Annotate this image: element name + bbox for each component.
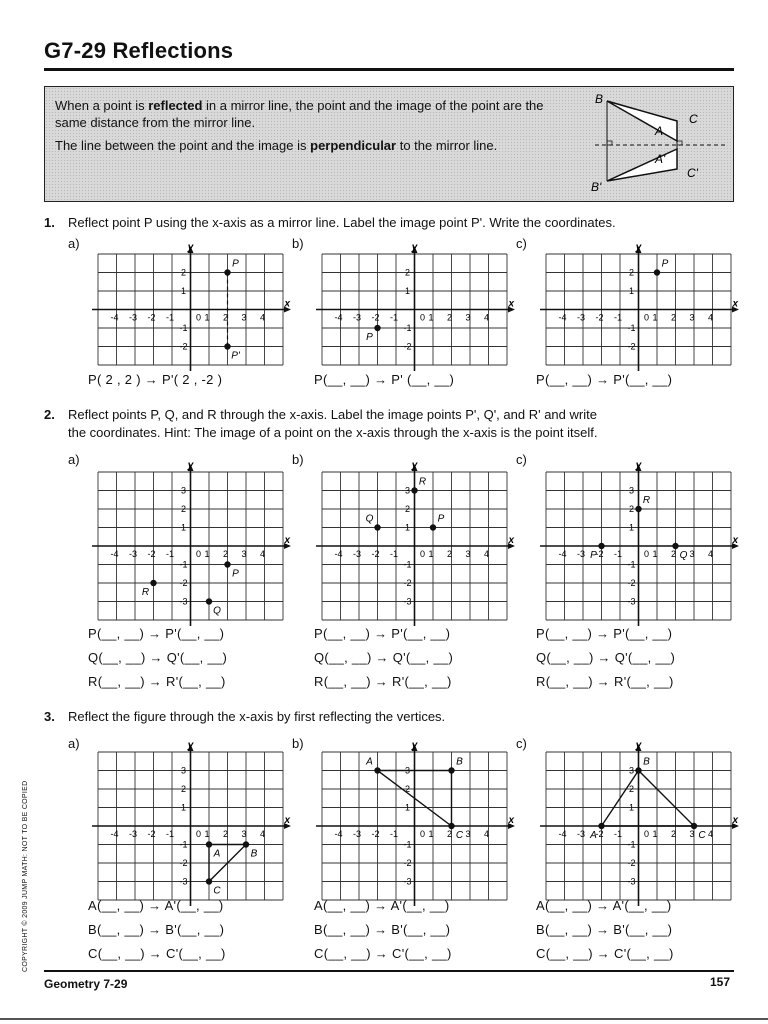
x-tick-label: -1 (613, 312, 623, 323)
origin-label: 0 (419, 312, 426, 323)
x-axis-label: x (284, 815, 290, 826)
point-r (150, 580, 156, 586)
info-line-1-pre: When a point is (55, 98, 149, 113)
point-q (672, 543, 678, 549)
y-axis-label: y (411, 244, 418, 253)
x-tick-label: -1 (613, 829, 623, 839)
x-tick-label: -1 (389, 549, 399, 559)
y-tick-label: 3 (404, 765, 411, 776)
point-label: Q (213, 605, 221, 617)
graph-1b (312, 244, 517, 375)
y-tick-label: 3 (404, 485, 411, 496)
right-angle-mark-1 (607, 141, 612, 145)
x-tick-label: 2 (446, 312, 453, 323)
x-tick-label: -4 (334, 549, 343, 559)
y-tick-label: -2 (179, 858, 188, 868)
x-tick-label: -1 (165, 549, 175, 559)
graph-3c (536, 742, 741, 910)
point-label: C (455, 830, 464, 841)
answer-3b-b[interactable]: B(__, __) → B'(__, __) (314, 922, 451, 937)
answer-2a-r[interactable]: R(__, __) → R'(__, __) (88, 674, 226, 689)
graph-2c (536, 462, 741, 630)
graph-3a (88, 742, 293, 910)
diagram-label-c-prime: C' (687, 166, 698, 180)
x-tick-label: -1 (613, 549, 623, 559)
x-tick-label: -1 (389, 829, 399, 839)
question-1-text: Reflect point P using the x-axis as a mirror line. Label the image point P'. Write the coordinates. (68, 215, 616, 230)
info-line-1 (55, 97, 575, 131)
y-tick-label: -1 (627, 839, 636, 850)
y-tick-label: -1 (403, 559, 412, 570)
x-tick-label: -2 (595, 829, 604, 839)
answer-2a-p[interactable]: P(__, __) → P'(__, __) (88, 626, 225, 641)
x-tick-label: 1 (204, 549, 210, 559)
x-tick-label: 2 (670, 312, 677, 323)
point-c (691, 823, 697, 829)
y-tick-label: 3 (180, 485, 187, 496)
q1-sublabel-b: b) (292, 236, 304, 251)
point-label: R (642, 495, 651, 506)
point-label: B (456, 756, 463, 768)
question-2-line-2: the coordinates. Hint: The image of a point on the x-axis through the x-axis is the point itself. (68, 425, 598, 440)
y-axis-label: y (635, 742, 642, 751)
point-label: C (698, 830, 706, 841)
x-tick-label: 4 (707, 312, 714, 323)
y-tick-label: -2 (179, 341, 188, 352)
x-tick-label: 4 (259, 549, 266, 559)
y-tick-label: -2 (627, 341, 636, 352)
y-axis-label: y (635, 244, 642, 253)
page-number: 157 (710, 975, 731, 989)
x-tick-label: 3 (689, 312, 695, 323)
y-tick-label: 3 (628, 765, 635, 776)
answer-2c-r[interactable]: R(__, __) → R'(__, __) (536, 674, 674, 689)
info-line-2-pre: The line between the point and the image is (55, 138, 311, 153)
x-tick-label: -4 (110, 312, 119, 323)
x-tick-label: -3 (352, 312, 362, 323)
x-tick-label: 4 (259, 312, 266, 323)
answer-2c-q[interactable]: Q(__, __) → Q'(__, __) (536, 650, 676, 665)
x-tick-label: -3 (352, 829, 362, 839)
y-tick-label: 1 (404, 522, 411, 533)
answer-2b-p[interactable]: P(__, __) → P'(__, __) (314, 626, 451, 641)
answer-1a[interactable]: P( 2 , 2 ) → P'( 2 , -2 ) (88, 372, 223, 387)
x-tick-label: -2 (371, 549, 380, 559)
y-tick-label: 3 (628, 485, 635, 496)
point-label: R (418, 476, 427, 488)
x-tick-label: 3 (689, 829, 695, 839)
x-tick-label: 3 (689, 549, 695, 559)
x-tick-label: 2 (222, 549, 229, 559)
copyright-notice: COPYRIGHT © 2009 JUMP MATH: NOT TO BE COPIED (22, 780, 29, 972)
q2-sublabel-a: a) (68, 452, 80, 467)
y-tick-label: -1 (627, 559, 636, 570)
answer-3c-b[interactable]: B(__, __) → B'(__, __) (536, 922, 673, 937)
point-p (224, 561, 230, 567)
point-p-prime (224, 343, 230, 349)
x-tick-label: -4 (558, 829, 567, 839)
reflection-diagram (585, 91, 731, 199)
point-label: P (366, 332, 373, 343)
point-label: Q (365, 513, 374, 525)
point-c (206, 878, 212, 884)
x-tick-label: 2 (446, 549, 453, 559)
y-tick-label: -1 (179, 323, 188, 333)
point-p (654, 269, 660, 275)
x-tick-label: -2 (371, 312, 380, 323)
y-tick-label: -1 (627, 323, 636, 333)
answer-1c[interactable]: P(__, __) → P'(__, __) (536, 372, 673, 387)
point-label: A (366, 756, 373, 768)
origin-label: 0 (643, 829, 650, 839)
question-3-number: 3. (44, 709, 55, 724)
x-tick-label: 2 (222, 829, 229, 839)
diagram-label-c: C (689, 112, 698, 126)
point-p (224, 269, 230, 275)
y-axis-label: y (187, 742, 194, 751)
answer-3c-c[interactable]: C(__, __) → C'(__, __) (536, 946, 674, 961)
x-tick-label: 2 (222, 312, 229, 323)
point-label: B (250, 848, 258, 860)
x-tick-label: 1 (652, 829, 658, 839)
q2-sublabel-c: c) (516, 452, 527, 467)
answer-3c-a[interactable]: A(__, __) → A'(__, __) (536, 898, 672, 913)
origin-label: 0 (419, 829, 426, 839)
graph-1c (536, 244, 741, 375)
x-tick-label: 4 (483, 312, 490, 323)
point-label: A (213, 848, 221, 860)
title-rule (44, 68, 734, 71)
point-a (374, 767, 380, 773)
question-3 (44, 708, 734, 726)
x-tick-label: 4 (483, 829, 490, 839)
diagram-label-b-prime: B' (591, 180, 602, 194)
diagram-label-a-prime: A' (655, 152, 666, 166)
y-tick-label: -3 (403, 596, 412, 607)
y-tick-label: 1 (404, 286, 411, 296)
x-axis-label: x (732, 815, 738, 826)
q3-sublabel-b: b) (292, 736, 304, 751)
x-tick-label: 4 (707, 549, 714, 559)
x-axis-label: x (284, 535, 290, 546)
point-p (374, 325, 380, 331)
x-tick-label: -1 (389, 312, 399, 323)
point-p (598, 543, 604, 549)
y-tick-label: 1 (180, 286, 187, 296)
y-tick-label: 2 (404, 784, 411, 794)
y-tick-label: 1 (628, 286, 635, 296)
x-tick-label: 3 (241, 829, 247, 839)
answer-3a-b[interactable]: B(__, __) → B'(__, __) (88, 922, 225, 937)
point-p (430, 524, 436, 530)
point-a (598, 823, 604, 829)
y-tick-label: 2 (404, 267, 411, 278)
y-tick-label: -1 (403, 839, 412, 850)
y-tick-label: 2 (180, 504, 187, 514)
answer-2c-p[interactable]: P(__, __) → P'(__, __) (536, 626, 673, 641)
y-tick-label: 3 (180, 765, 187, 776)
graph-1a (88, 244, 293, 375)
x-tick-label: -3 (128, 829, 138, 839)
x-tick-label: -1 (165, 312, 175, 323)
point-label: P' (231, 350, 240, 362)
x-tick-label: 3 (465, 549, 471, 559)
x-tick-label: 2 (446, 829, 453, 839)
diagram-label-a: A (655, 124, 664, 138)
graph-3b (312, 742, 517, 910)
graph-2a (88, 462, 293, 630)
answer-3a-c[interactable]: C(__, __) → C'(__, __) (88, 946, 226, 961)
x-axis-label: x (508, 815, 514, 826)
x-tick-label: -2 (595, 549, 604, 559)
answer-3b-c[interactable]: C(__, __) → C'(__, __) (314, 946, 452, 961)
x-tick-label: -3 (352, 549, 362, 559)
x-tick-label: -2 (147, 549, 156, 559)
y-axis-label: y (187, 244, 194, 253)
answer-2b-r[interactable]: R(__, __) → R'(__, __) (314, 674, 452, 689)
x-tick-label: -3 (576, 829, 586, 839)
point-b (448, 767, 454, 773)
y-tick-label: -3 (627, 596, 636, 607)
y-tick-label: -3 (179, 596, 188, 607)
y-tick-label: -2 (627, 578, 636, 588)
x-tick-label: 4 (483, 549, 490, 559)
y-axis-label: y (635, 462, 642, 471)
x-tick-label: 1 (428, 829, 434, 839)
x-tick-label: -4 (334, 829, 343, 839)
y-tick-label: -3 (179, 876, 188, 887)
footer-rule (44, 970, 734, 972)
page-title: G7-29 Reflections (44, 38, 234, 63)
point-label: R (141, 587, 150, 598)
x-tick-label: 3 (241, 312, 247, 323)
answer-2a-q[interactable]: Q(__, __) → Q'(__, __) (88, 650, 228, 665)
origin-label: 0 (195, 312, 202, 323)
point-b (635, 767, 641, 773)
y-tick-label: 1 (628, 522, 635, 533)
y-tick-label: -1 (179, 839, 188, 850)
answer-1b[interactable]: P(__, __) → P' (__, __) (314, 372, 455, 387)
point-q (374, 524, 380, 530)
answer-3b-a[interactable]: A(__, __) → A'(__, __) (314, 898, 450, 913)
x-tick-label: 3 (465, 312, 471, 323)
y-tick-label: 1 (180, 522, 187, 533)
x-axis-label: x (508, 298, 514, 310)
y-tick-label: 2 (180, 784, 187, 794)
x-tick-label: 3 (465, 829, 471, 839)
question-3-text: Reflect the figure through the x-axis by first reflecting the vertices. (68, 709, 446, 724)
x-tick-label: 1 (652, 312, 658, 323)
x-tick-label: 2 (670, 829, 677, 839)
graph-2b (312, 462, 517, 630)
x-tick-label: -4 (558, 549, 567, 559)
point-a (206, 841, 212, 847)
x-tick-label: -3 (128, 312, 138, 323)
x-tick-label: -3 (576, 549, 586, 559)
x-tick-label: 4 (707, 829, 714, 839)
point-label: C (213, 885, 221, 897)
y-tick-label: 2 (628, 504, 635, 514)
x-tick-label: 2 (670, 549, 677, 559)
x-tick-label: -2 (147, 829, 156, 839)
q1-sublabel-a: a) (68, 236, 80, 251)
x-axis-label: x (284, 298, 290, 310)
x-tick-label: 1 (204, 312, 210, 323)
answer-3a-a[interactable]: A(__, __) → A'(__, __) (88, 898, 224, 913)
x-axis-label: x (508, 535, 514, 546)
q3-sublabel-c: c) (516, 736, 527, 751)
x-tick-label: 1 (204, 829, 210, 839)
question-2-number: 2. (44, 407, 55, 422)
y-axis-label: y (411, 462, 418, 471)
x-tick-label: -2 (595, 312, 604, 323)
x-tick-label: -2 (147, 312, 156, 323)
info-line-1-post: in a mirror line, the point and the image of the point are the same distance from the mirror line. (55, 98, 544, 130)
y-axis-label: y (411, 742, 418, 751)
x-tick-label: 1 (428, 549, 434, 559)
question-2-line-1: Reflect points P, Q, and R through the x-axis. Label the image points P', Q', and R' and write (68, 407, 597, 422)
question-1-number: 1. (44, 215, 55, 230)
info-line-2 (55, 137, 575, 154)
y-tick-label: -3 (627, 876, 636, 887)
x-tick-label: -2 (371, 829, 380, 839)
y-tick-label: -3 (403, 876, 412, 887)
point-label: Q (679, 550, 688, 561)
answer-2b-q[interactable]: Q(__, __) → Q'(__, __) (314, 650, 454, 665)
point-b (243, 841, 249, 847)
y-tick-label: 2 (628, 267, 635, 278)
diagram-label-b: B (595, 92, 604, 106)
origin-label: 0 (643, 312, 650, 323)
info-line-2-post: to the mirror line. (396, 138, 498, 153)
y-tick-label: 2 (180, 267, 187, 278)
q3-sublabel-a: a) (68, 736, 80, 751)
origin-label: 0 (643, 549, 650, 559)
x-axis-label: x (732, 298, 738, 310)
y-tick-label: -2 (627, 858, 636, 868)
bottom-rule (0, 1018, 768, 1020)
y-tick-label: -1 (179, 559, 188, 570)
q2-sublabel-b: b) (292, 452, 304, 467)
info-text (55, 97, 575, 160)
origin-label: 0 (419, 549, 426, 559)
triangle-image (607, 149, 677, 181)
y-tick-label: -2 (403, 858, 412, 868)
x-tick-label: -3 (576, 312, 586, 323)
point-r (411, 487, 417, 493)
y-tick-label: -2 (403, 341, 412, 352)
point-label: P (437, 513, 445, 525)
point-label: P (590, 550, 597, 561)
x-tick-label: -1 (165, 829, 175, 839)
q1-sublabel-c: c) (516, 236, 527, 251)
point-c (448, 823, 454, 829)
point-label: A (590, 830, 597, 841)
y-tick-label: -1 (403, 323, 412, 333)
triangle-original (607, 101, 677, 141)
y-tick-label: 2 (404, 504, 411, 514)
origin-label: 0 (195, 829, 202, 839)
y-tick-label: -2 (179, 578, 188, 588)
x-tick-label: 1 (652, 549, 658, 559)
point-label: B (643, 756, 650, 768)
x-tick-label: -4 (110, 829, 119, 839)
y-tick-label: 2 (628, 784, 635, 794)
x-tick-label: 1 (428, 312, 434, 323)
info-box (44, 86, 734, 202)
info-line-2-bold: perpendicular (310, 138, 397, 153)
x-tick-label: -4 (558, 312, 567, 323)
point-q (206, 598, 212, 604)
x-tick-label: 3 (241, 549, 247, 559)
point-label: P (232, 568, 239, 580)
x-tick-label: -4 (110, 549, 119, 559)
origin-label: 0 (195, 549, 202, 559)
x-tick-label: 4 (259, 829, 266, 839)
triangle (602, 771, 695, 827)
y-axis-label: y (187, 462, 194, 471)
x-tick-label: -3 (128, 549, 138, 559)
y-tick-label: -2 (403, 578, 412, 588)
y-tick-label: 1 (180, 802, 187, 813)
footer-section: Geometry 7-29 (44, 977, 128, 991)
question-1 (44, 214, 734, 232)
x-tick-label: -4 (334, 312, 343, 323)
point-r (635, 506, 641, 512)
y-tick-label: 1 (404, 802, 411, 813)
x-axis-label: x (732, 535, 738, 546)
point-label: P (232, 258, 239, 270)
info-line-1-bold: reflected (148, 98, 203, 113)
question-2 (44, 406, 734, 442)
y-tick-label: 1 (628, 802, 635, 813)
point-label: P (661, 258, 669, 270)
